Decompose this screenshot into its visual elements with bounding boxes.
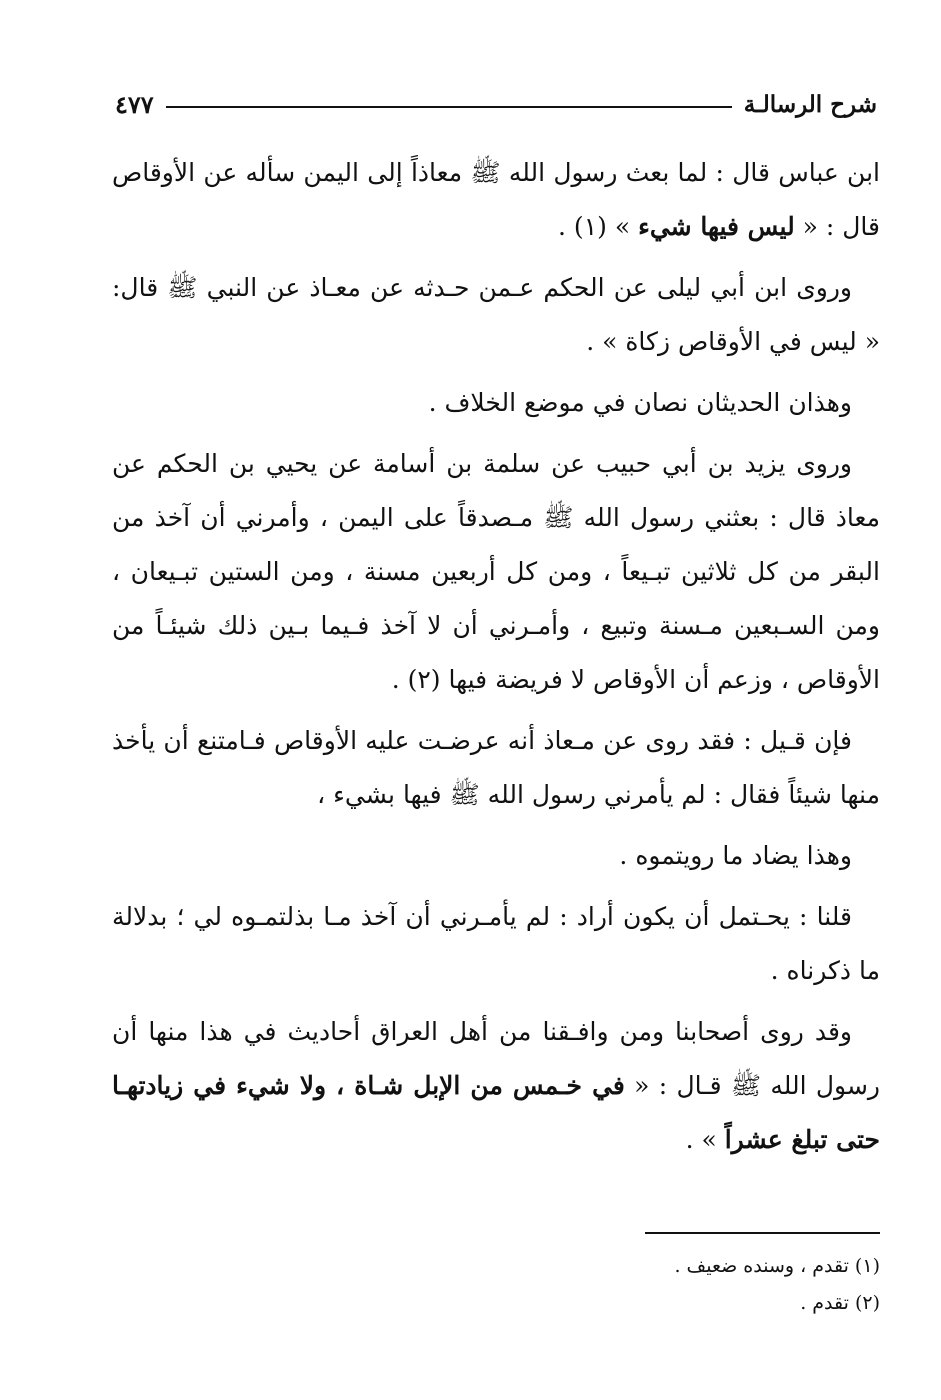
footnote-separator xyxy=(645,1232,880,1234)
body-text xyxy=(112,146,880,1174)
header-rule xyxy=(166,106,732,108)
text-run: وروى يزيد بن أبي حبيب عن سلمة بن أسامة عن يحيي بن الحكم عن معاذ قال : بعثني رسول الله ﷺ مـصدقاً على اليمن ، وأمرني أن آخذ من البقر من كل ثلاثين تبـيعاً ، ومن كل أربعين مسنة ، ومن الستين تبـيعان ، ومن السـبعين مـسنة وتبيع ، وأمـرني أن لا آخذ فـيما بـين ذلك شيئـاً من الأوقاص ، وزعم أن الأوقاص لا فريضة فيها (٢) . xyxy=(112,449,880,694)
page-number: ٤٧٧ xyxy=(115,89,154,119)
text-run: وروى ابن أبي ليلى عن الحكم عـمن حـدثه عن معـاذ عن النبي ﷺ قال: « ليس في الأوقاص زكاة » . xyxy=(112,273,880,356)
text-run: وهذان الحديثان نصان في موضع الخلاف . xyxy=(428,388,852,417)
paragraph xyxy=(112,437,880,707)
text-run: وهذا يضاد ما رويتموه . xyxy=(619,841,852,870)
quoted-hadith-text: في خـمس من الإبل شـاة ، ولا شيء في زيادتهـا حتى تبلغ عشراً xyxy=(112,1071,880,1154)
book-title: شرح الرسالـة xyxy=(743,90,877,118)
paragraph xyxy=(112,146,880,254)
text-run: قلنا : يحـتمل أن يكون أراد : لم يأمـرني أن آخذ مـا بذلتمـوه لي ؛ بدلالة ما ذكرناه . xyxy=(112,902,880,985)
paragraph xyxy=(112,890,880,998)
footnotes xyxy=(300,1248,880,1322)
quoted-hadith-text: ليس فيها شيء xyxy=(638,212,795,241)
paragraph xyxy=(112,1005,880,1167)
running-header xyxy=(115,84,877,124)
paragraph xyxy=(112,261,880,369)
footnote: (٢) تقدم . xyxy=(800,1292,880,1314)
paragraph xyxy=(112,714,880,822)
footnote: (١) تقدم ، وسنده ضعيف . xyxy=(674,1255,880,1277)
text-run: ابن عباس قال : لما بعث رسول الله ﷺ معاذاً إلى اليمن سأله عن الأوقاص قال : « xyxy=(112,158,880,241)
text-run: » . xyxy=(685,1125,725,1154)
text-run: فإن قـيل : فقد روى عن مـعاذ أنه عرضـت عليه الأوقاص فـامتنع أن يأخذ منها شيئاً فقال : لم يأمرني رسول الله ﷺ فيها بشيء ، xyxy=(112,726,880,809)
paragraph xyxy=(112,829,880,883)
text-run: » (١) . xyxy=(558,212,639,241)
paragraph xyxy=(112,376,880,430)
text-run: وقد روى أصحابنا ومن وافـقنا من أهل العراق أحاديث في هذا منها أن رسول الله ﷺ قـال : « xyxy=(112,1017,880,1100)
